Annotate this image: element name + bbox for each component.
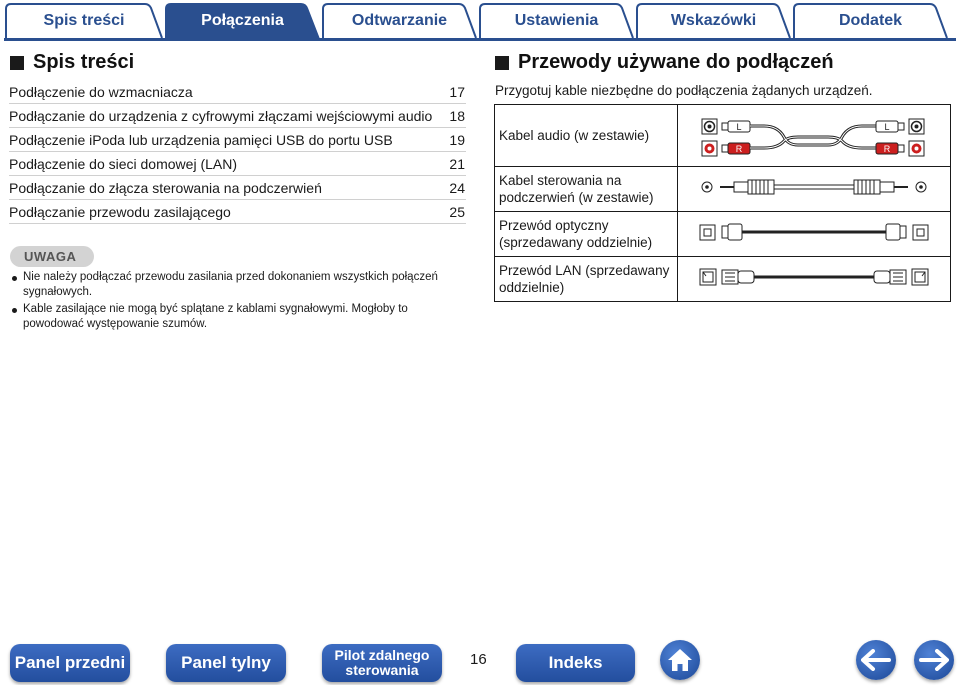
tab-label: Dodatek <box>838 12 903 29</box>
toc-link-label: Podłączenie iPoda lub urządzenia pamięci USB do portu USB <box>9 131 393 148</box>
toc-heading <box>10 51 134 74</box>
cable-name: Przewód LAN (sprzedawany oddzielnie) <box>495 257 678 302</box>
heading-bullet-square <box>10 56 24 70</box>
cable-name: Kabel audio (w zestawie) <box>495 105 678 167</box>
cable-row <box>495 167 951 212</box>
note-badge: UWAGA <box>10 246 94 267</box>
tab-playback[interactable] <box>322 3 477 39</box>
toc-page-number: 17 <box>449 83 465 100</box>
cables-heading <box>495 51 834 74</box>
toc-list <box>9 80 466 224</box>
toc-link-label: Podłączanie do urządzenia z cyfrowymi złączami wejściowymi audio <box>9 107 433 124</box>
cable-picture-cell <box>678 167 951 212</box>
rear-panel-button[interactable]: Panel tylny <box>166 644 286 682</box>
toc-link-ipod-usb[interactable] <box>9 128 466 152</box>
plug-label-l: L <box>736 122 742 132</box>
toc-link-amplifier[interactable] <box>9 80 466 104</box>
cables-title: Przewody używane do podłączeń <box>518 51 834 73</box>
cable-row <box>495 105 951 167</box>
cables-table <box>494 104 951 302</box>
lan-cable-icon <box>678 257 950 297</box>
toc-link-digital-audio[interactable] <box>9 104 466 128</box>
previous-page-button[interactable] <box>856 640 896 680</box>
tab-appendix[interactable] <box>793 3 948 39</box>
tab-bar <box>0 0 960 42</box>
toc-link-label: Podłączenie do sieci domowej (LAN) <box>9 155 237 172</box>
toc-page-number: 25 <box>449 203 465 220</box>
cable-name: Kabel sterowania na podczerwień (w zestawie) <box>495 167 678 212</box>
toc-page-number: 24 <box>449 179 465 196</box>
arrow-left-icon <box>861 649 891 671</box>
toc-page-number: 19 <box>449 131 465 148</box>
tab-label: Wskazówki <box>670 12 757 29</box>
remote-control-button[interactable]: Pilot zdalnego sterowania <box>322 644 442 682</box>
tab-label: Ustawienia <box>514 12 599 29</box>
plug-label-r: R <box>735 144 743 154</box>
optical-cable-icon <box>678 212 950 252</box>
heading-bullet-square <box>495 56 509 70</box>
toc-page-number: 18 <box>449 107 465 124</box>
plug-label-l: L <box>884 122 890 132</box>
front-panel-button[interactable]: Panel przedni <box>10 644 130 682</box>
arrow-right-icon <box>919 649 949 671</box>
tab-contents[interactable] <box>5 3 163 39</box>
toc-link-power-cord[interactable] <box>9 200 466 224</box>
tab-label: Połączenia <box>201 12 284 29</box>
home-button[interactable] <box>660 640 700 680</box>
note-list <box>11 270 471 334</box>
toc-title: Spis treści <box>33 51 135 73</box>
cable-picture-cell <box>678 212 951 257</box>
toc-page-number: 21 <box>449 155 465 172</box>
ir-control-cable-icon <box>678 167 950 207</box>
toc-link-label: Podłączenie do wzmacniacza <box>9 83 193 100</box>
note-item: Nie należy podłączać przewodu zasilania przed dokonaniem wszystkich połączeń sygnałowych. <box>11 270 471 300</box>
cable-row <box>495 257 951 302</box>
cable-picture-cell <box>678 257 951 302</box>
rca-audio-cable-icon <box>678 105 950 162</box>
toc-link-home-network[interactable] <box>9 152 466 176</box>
home-icon <box>666 646 694 674</box>
toc-link-label: Podłączanie do złącza sterowania na podczerwień <box>9 179 322 196</box>
page-number: 16 <box>470 651 487 668</box>
cables-intro: Przygotuj kable niezbędne do podłączenia żądanych urządzeń. <box>495 83 873 98</box>
next-page-button[interactable] <box>914 640 954 680</box>
tab-connections[interactable] <box>165 3 320 39</box>
cable-row <box>495 212 951 257</box>
tab-settings[interactable] <box>479 3 634 39</box>
tab-label: Spis treści <box>43 12 125 29</box>
note-item: Kable zasilające nie mogą być splątane z kablami sygnałowymi. Mogłoby to powodować występowanie szumów. <box>11 302 471 332</box>
tab-label: Odtwarzanie <box>351 12 448 29</box>
toc-link-label: Podłączanie przewodu zasilającego <box>9 203 231 220</box>
cable-name: Przewód optyczny (sprzedawany oddzielnie) <box>495 212 678 257</box>
cable-picture-cell <box>678 105 951 167</box>
index-button[interactable]: Indeks <box>516 644 635 682</box>
toc-link-ir-control[interactable] <box>9 176 466 200</box>
tab-tips[interactable] <box>636 3 791 39</box>
plug-label-r: R <box>883 144 891 154</box>
